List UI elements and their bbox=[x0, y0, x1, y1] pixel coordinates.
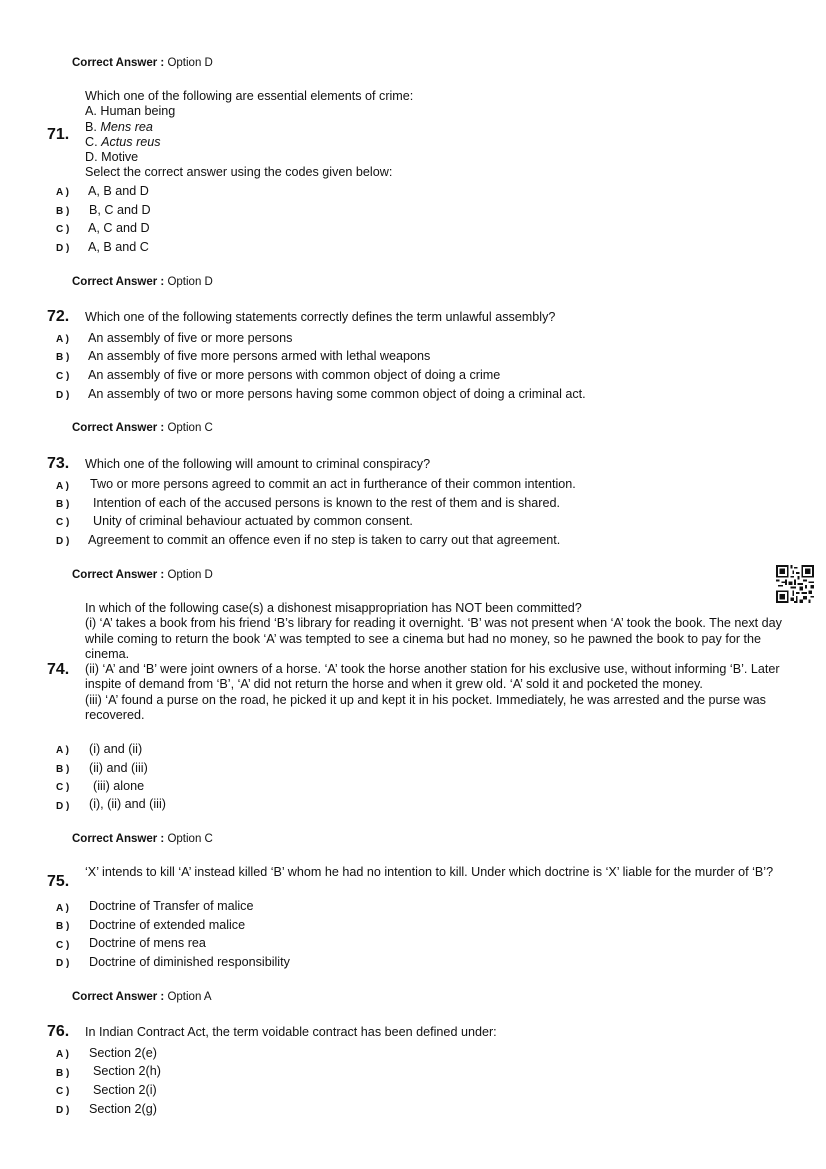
option-text: Doctrine of Transfer of malice bbox=[89, 899, 254, 913]
option-label: D ) bbox=[56, 536, 70, 547]
question-number: 74. bbox=[47, 661, 70, 678]
option-label: B ) bbox=[56, 764, 70, 775]
option-text: (i), (ii) and (iii) bbox=[89, 797, 166, 811]
option-label: B ) bbox=[56, 921, 70, 932]
correct-answer-prefix: Correct Answer : bbox=[72, 276, 165, 288]
option-text: Section 2(h) bbox=[93, 1064, 161, 1078]
correct-answer bbox=[72, 991, 212, 1003]
option-label: A ) bbox=[56, 903, 69, 914]
correct-answer bbox=[72, 422, 213, 434]
question-line: Select the correct answer using the codes given below: bbox=[85, 165, 393, 180]
option-label: D ) bbox=[56, 958, 70, 969]
option-text: (i) and (ii) bbox=[89, 742, 143, 756]
question-text bbox=[85, 89, 795, 181]
correct-answer-prefix: Correct Answer : bbox=[72, 422, 165, 434]
option-label: D ) bbox=[56, 1105, 70, 1116]
correct-answer-value: Option D bbox=[167, 276, 213, 288]
question-line: In Indian Contract Act, the term voidable contract has been defined under: bbox=[85, 1025, 497, 1039]
option-label: B ) bbox=[56, 1068, 70, 1079]
question-line: (iii) ‘A’ found a purse on the road, he picked it up and kept it in his pocket. Immediately, he was arrested and the purse was recovered. bbox=[85, 692, 766, 723]
option-label: C ) bbox=[56, 371, 70, 382]
question-text bbox=[85, 457, 795, 472]
question-text bbox=[85, 601, 795, 723]
question-line: (ii) ‘A’ and ‘B’ were joint owners of a horse. ‘A’ took the horse another station for his exclusive use, without informing ‘B’. Later inspite of demand from ‘B’, ‘A’ did not return the horse and when it grew old. ‘A’ sold it and pocketed the money. bbox=[85, 662, 780, 692]
question-line: Which one of the following will amount to criminal conspiracy? bbox=[85, 457, 431, 471]
question-line: D. Motive bbox=[85, 150, 139, 165]
question-text bbox=[85, 1025, 795, 1040]
question-line: Which one of the following statements correctly defines the term unlawful assembly? bbox=[85, 310, 556, 324]
correct-answer-value: Option C bbox=[167, 833, 213, 845]
correct-answer-prefix: Correct Answer : bbox=[72, 569, 165, 581]
option-label: D ) bbox=[56, 243, 70, 254]
correct-answer-value: Option D bbox=[167, 569, 213, 581]
option-text: A, B and D bbox=[88, 184, 149, 198]
option-text: Two or more persons agreed to commit an act in furtherance of their common intention. bbox=[90, 477, 576, 491]
option-label: D ) bbox=[56, 801, 70, 812]
option-label: A ) bbox=[56, 745, 69, 756]
correct-answer-value: Option D bbox=[167, 57, 213, 69]
option-label: C ) bbox=[56, 224, 70, 235]
option-text: Doctrine of diminished responsibility bbox=[89, 955, 290, 969]
option-text: B, C and D bbox=[89, 203, 151, 217]
question-line: B. Mens rea bbox=[85, 119, 153, 134]
option-label: C ) bbox=[56, 782, 70, 793]
option-text: A, B and C bbox=[88, 240, 149, 254]
option-label: C ) bbox=[56, 940, 70, 951]
option-text: An assembly of five or more persons with common object of doing a crime bbox=[88, 368, 501, 382]
question-text bbox=[85, 865, 790, 880]
correct-answer bbox=[72, 833, 213, 845]
option-label: C ) bbox=[56, 1086, 70, 1097]
option-text: (ii) and (iii) bbox=[89, 761, 148, 775]
question-text bbox=[85, 310, 795, 325]
correct-answer-prefix: Correct Answer : bbox=[72, 833, 165, 845]
question-line: C. Actus reus bbox=[85, 134, 161, 149]
question-number: 75. bbox=[47, 873, 70, 890]
option-text: Section 2(i) bbox=[93, 1083, 157, 1097]
option-text: An assembly of five or more persons bbox=[88, 331, 293, 345]
option-label: B ) bbox=[56, 499, 70, 510]
option-text: (iii) alone bbox=[93, 779, 145, 793]
question-number: 73. bbox=[47, 455, 70, 472]
option-text: Section 2(g) bbox=[89, 1102, 157, 1116]
option-label: A ) bbox=[56, 334, 69, 345]
question-line: (i) ‘A’ takes a book from his friend ‘B’s library for reading it overnight. ‘B’ was not present when ‘A’ took the book. The next day while coming to return the book ‘A’ was tempted to see a cinema but had no money, so he pawned the book to pay for the cinema. bbox=[85, 616, 782, 661]
correct-answer bbox=[72, 276, 213, 288]
option-text: Intention of each of the accused persons is known to the rest of them and is shared. bbox=[93, 496, 560, 510]
correct-answer bbox=[72, 569, 213, 581]
option-text: An assembly of five more persons armed with lethal weapons bbox=[88, 349, 431, 363]
option-text: Doctrine of extended malice bbox=[89, 918, 246, 932]
option-label: A ) bbox=[56, 1049, 69, 1060]
option-text: Agreement to commit an offence even if no step is taken to carry out that agreement. bbox=[88, 533, 561, 547]
question-line: In which of the following case(s) a dishonest misappropriation has NOT been committed? bbox=[85, 601, 582, 615]
option-label: D ) bbox=[56, 390, 70, 401]
correct-answer-prefix: Correct Answer : bbox=[72, 991, 165, 1003]
option-label: A ) bbox=[56, 481, 69, 492]
question-number: 71. bbox=[47, 126, 70, 143]
question-number: 76. bbox=[47, 1023, 70, 1040]
option-text: A, C and D bbox=[88, 221, 150, 235]
option-text: Doctrine of mens rea bbox=[89, 936, 206, 950]
option-label: A ) bbox=[56, 187, 69, 198]
question-line: ‘X’ intends to kill ‘A’ instead killed ‘B’ whom he had no intention to kill. Under which doctrine is ‘X’ liable for the murder of ‘B’? bbox=[85, 865, 774, 879]
correct-answer-value: Option C bbox=[167, 422, 213, 434]
option-label: C ) bbox=[56, 517, 70, 528]
option-text: Section 2(e) bbox=[89, 1046, 157, 1060]
option-label: B ) bbox=[56, 352, 70, 363]
question-line: A. Human being bbox=[85, 104, 176, 119]
option-label: B ) bbox=[56, 206, 70, 217]
correct-answer-value: Option A bbox=[167, 991, 212, 1003]
correct-answer-prefix: Correct Answer : bbox=[72, 57, 165, 69]
qr-code-icon bbox=[776, 565, 814, 603]
question-number: 72. bbox=[47, 308, 70, 325]
option-text: An assembly of two or more persons having some common object of doing a criminal act. bbox=[88, 387, 586, 401]
option-text: Unity of criminal behaviour actuated by common consent. bbox=[93, 514, 413, 528]
correct-answer bbox=[72, 57, 213, 69]
question-line: Which one of the following are essential elements of crime: bbox=[85, 89, 414, 103]
